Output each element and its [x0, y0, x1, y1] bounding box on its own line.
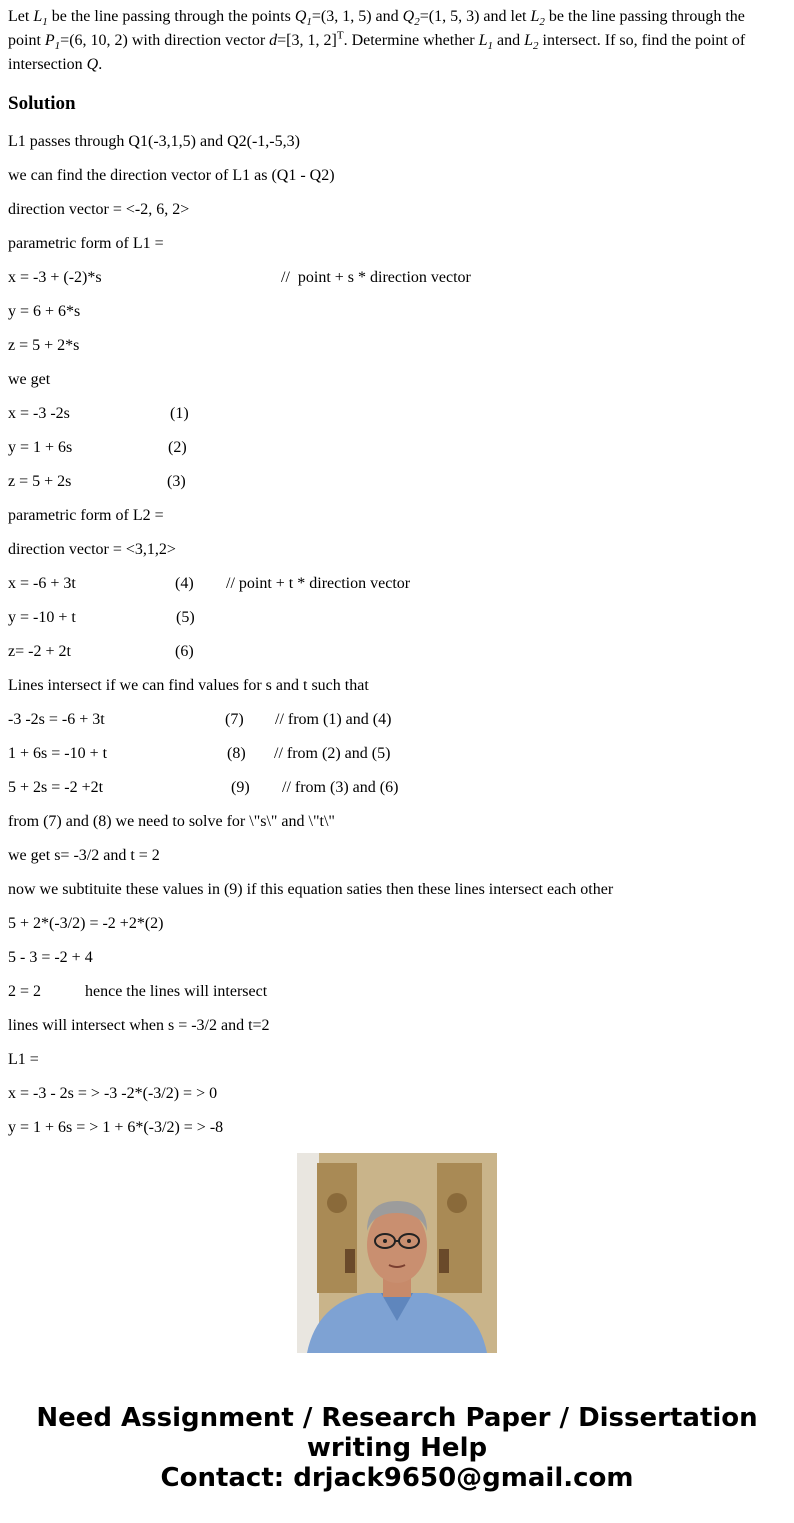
- author-photo: [297, 1153, 497, 1353]
- solution-line: [8, 1084, 788, 1118]
- solution-line: [8, 506, 788, 540]
- solution-line-text: 5 + 2*(-3/2) = -2 +2*(2): [8, 915, 164, 932]
- solution-comment: // point + s * direction vector: [281, 269, 471, 286]
- solution-line-text: Lines intersect if we can find values for s and t such that: [8, 677, 369, 694]
- solution-line: [8, 710, 788, 744]
- solution-line: [8, 948, 788, 982]
- solution-line-text: z = 5 + 2*s: [8, 337, 80, 354]
- solution-comment: // from (1) and (4): [275, 711, 392, 728]
- equation-number: (4): [175, 575, 194, 592]
- solution-line: [8, 880, 788, 914]
- solution-line-text: y = 1 + 6s: [8, 439, 73, 456]
- equation-number: (9): [231, 779, 250, 796]
- solution-line-text: 1 + 6s = -10 + t: [8, 745, 108, 762]
- solution-line: [8, 438, 788, 472]
- solution-line: [8, 676, 788, 710]
- solution-line-text: we can find the direction vector of L1 as (Q1 - Q2): [8, 167, 335, 184]
- solution-line-text: parametric form of L1 =: [8, 235, 164, 252]
- solution-line-text: 2 = 2: [8, 983, 42, 1000]
- solution-line: [8, 336, 788, 370]
- solution-line: [8, 1118, 788, 1152]
- solution-line: [8, 166, 788, 200]
- solution-line-text: we get s= -3/2 and t = 2: [8, 847, 160, 864]
- equation-number: (5): [176, 609, 195, 626]
- solution-heading: Solution: [8, 93, 76, 114]
- solution-line: [8, 642, 788, 676]
- solution-line-text: z = 5 + 2s: [8, 473, 72, 490]
- equation-number: (1): [170, 405, 189, 422]
- solution-line: [8, 982, 788, 1016]
- solution-line-text: 5 + 2s = -2 +2t: [8, 779, 104, 796]
- solution-line: [8, 472, 788, 506]
- equation-number: (6): [175, 643, 194, 660]
- solution-line: [8, 1016, 788, 1050]
- solution-line-text: now we subtituite these values in (9) if this equation saties then these lines intersect each other: [8, 881, 614, 898]
- solution-line-text: L1 passes through Q1(-3,1,5) and Q2(-1,-5,3): [8, 133, 300, 150]
- solution-comment: hence the lines will intersect: [85, 983, 268, 1000]
- solution-line: [8, 404, 788, 438]
- solution-line-text: from (7) and (8) we need to solve for \"s\" and \"t\": [8, 813, 335, 830]
- solution-comment: // from (2) and (5): [274, 745, 391, 762]
- solution-body: [8, 132, 788, 1136]
- solution-line-text: x = -6 + 3t: [8, 575, 76, 592]
- equation-number: (8): [227, 745, 246, 762]
- solution-line-text: lines will intersect when s = -3/2 and t=2: [8, 1017, 270, 1034]
- promo-line-1: Need Assignment / Research Paper / Dissertation: [36, 1403, 758, 1433]
- equation-number: (3): [167, 473, 186, 490]
- solution-line: [8, 914, 788, 948]
- equation-number: (7): [225, 711, 244, 728]
- solution-line: [8, 778, 788, 812]
- solution-line-text: direction vector = <3,1,2>: [8, 541, 176, 558]
- solution-line: [8, 268, 788, 302]
- solution-line-text: y = -10 + t: [8, 609, 76, 626]
- solution-line: [8, 744, 788, 778]
- promo-banner: [0, 1403, 794, 1493]
- equation-number: (2): [168, 439, 187, 456]
- solution-line: [8, 812, 788, 846]
- solution-comment: // from (3) and (6): [282, 779, 399, 796]
- promo-line-2: writing Help: [306, 1433, 488, 1463]
- solution-line: [8, 608, 788, 642]
- solution-line-text: y = 1 + 6s = > 1 + 6*(-3/2) = > -8: [8, 1119, 224, 1136]
- solution-line-text: direction vector = <-2, 6, 2>: [8, 201, 190, 218]
- solution-line-text: z= -2 + 2t: [8, 643, 71, 660]
- solution-line: [8, 302, 788, 336]
- solution-line: [8, 132, 788, 166]
- solution-line-text: we get: [8, 371, 51, 388]
- solution-line: [8, 1050, 788, 1084]
- solution-comment: // point + t * direction vector: [226, 575, 411, 592]
- solution-line: [8, 370, 788, 404]
- solution-line-text: L1 =: [8, 1051, 39, 1068]
- author-avatar: [297, 1153, 497, 1353]
- solution-line-text: x = -3 - 2s = > -3 -2*(-3/2) = > 0: [8, 1085, 218, 1102]
- solution-line-text: x = -3 + (-2)*s: [8, 269, 102, 286]
- solution-line-text: -3 -2s = -6 + 3t: [8, 711, 105, 728]
- solution-line: [8, 574, 788, 608]
- solution-line-text: x = -3 -2s: [8, 405, 70, 422]
- solution-line-text: 5 - 3 = -2 + 4: [8, 949, 93, 966]
- promo-line-3: Contact: drjack9650@gmail.com: [160, 1463, 634, 1493]
- solution-line: [8, 200, 788, 234]
- solution-line-text: parametric form of L2 =: [8, 507, 164, 524]
- solution-line: [8, 234, 788, 268]
- solution-line: [8, 846, 788, 880]
- question-text: Let $L_1$ be the line passing through the points $Q_1=(3$, 1, 5) and $Q_2=(1$, 5, 3) and let $L_2$ be the line passing through the point $P_1=(6$, 10, 2) with direction vector d=[3, 1, 2]$^T$. Determine whether $L_1$ and $L_2$ intersect. If so, find the point of intersection Q.: [8, 8, 746, 73]
- solution-line: [8, 540, 788, 574]
- solution-line-text: y = 6 + 6*s: [8, 303, 81, 320]
